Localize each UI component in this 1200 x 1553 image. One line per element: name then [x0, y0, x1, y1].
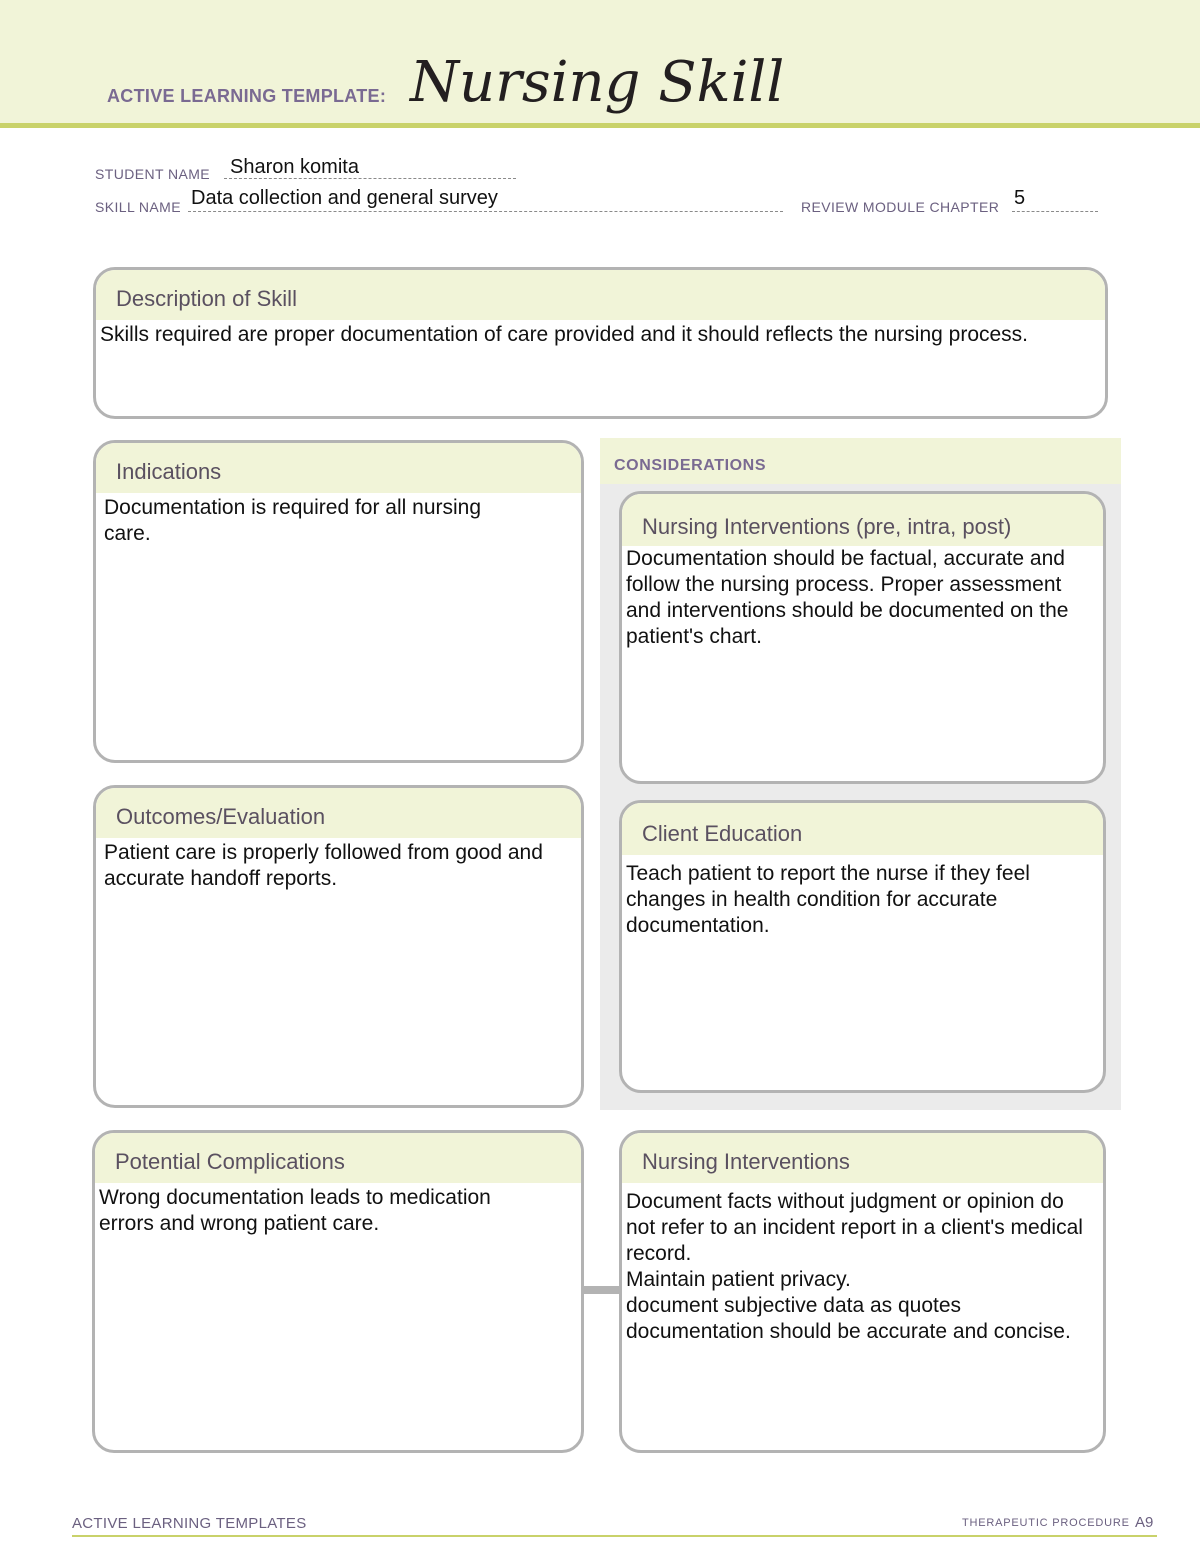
nursing-interventions-ppi-text[interactable]: Documentation should be factual, accurate and follow the nursing process. Proper assessment and interventions should be documented on the patient's chart. — [626, 547, 1069, 648]
outcomes-title: Outcomes/Evaluation — [96, 788, 581, 838]
description-title: Description of Skill — [96, 270, 1105, 320]
page-number: A9 — [1135, 1514, 1154, 1531]
potential-complications-text[interactable]: Wrong documentation leads to medication errors and wrong patient care. — [99, 1186, 491, 1235]
nursing-interventions-ppi-title: Nursing Interventions (pre, intra, post) — [622, 494, 1103, 546]
review-module-field[interactable]: 5 — [1014, 187, 1026, 209]
nursing-interventions-ppi-box — [619, 491, 1106, 784]
review-module-underline — [1012, 211, 1098, 212]
skill-name-field[interactable]: Data collection and general survey — [191, 187, 498, 209]
nursing-interventions-line: Document facts without judgment or opinion do not refer to an incident report in a client's medical record. — [626, 1190, 1083, 1265]
nursing-interventions-box — [619, 1130, 1106, 1453]
client-education-text[interactable]: Teach patient to report the nurse if they feel changes in health condition for accurate documentation. — [626, 862, 1030, 937]
skill-name-underline — [188, 211, 783, 212]
potential-complications-box — [92, 1130, 584, 1453]
considerations-label: CONSIDERATIONS — [614, 457, 767, 474]
nursing-interventions-line: Maintain patient privacy. — [626, 1268, 851, 1291]
footer-left: ACTIVE LEARNING TEMPLATES — [72, 1515, 307, 1532]
footer-rule — [72, 1535, 1157, 1537]
page-title: Nursing Skill — [410, 50, 785, 115]
potential-complications-title: Potential Complications — [95, 1133, 581, 1183]
description-text[interactable]: Skills required are proper documentation of care provided and it should reflects the nursing process. — [100, 323, 1029, 346]
description-box — [93, 267, 1108, 419]
student-name-label: STUDENT NAME — [95, 166, 210, 182]
student-name-field[interactable]: Sharon komita — [230, 156, 359, 178]
outcomes-text[interactable]: Patient care is properly followed from good and accurate handoff reports. — [104, 841, 543, 890]
skill-name-label: SKILL NAME — [95, 199, 181, 215]
indications-box — [93, 440, 584, 763]
client-education-box — [619, 800, 1106, 1093]
indications-text[interactable]: Documentation is required for all nursing care. — [104, 496, 482, 545]
template-label: ACTIVE LEARNING TEMPLATE: — [107, 86, 387, 106]
outcomes-box — [93, 785, 584, 1108]
considerations-header — [600, 438, 1121, 484]
indications-title: Indications — [96, 443, 581, 493]
review-module-label: REVIEW MODULE CHAPTER — [801, 199, 1000, 215]
nursing-interventions-line: document subjective data as quotes documentation should be accurate and concise. — [626, 1294, 1071, 1343]
nursing-interventions-text[interactable] — [622, 1183, 1103, 1345]
box-connector — [583, 1286, 621, 1294]
client-education-title: Client Education — [622, 803, 1103, 855]
footer-right: THERAPEUTIC PROCEDURE — [962, 1517, 1130, 1529]
nursing-interventions-title: Nursing Interventions — [622, 1133, 1103, 1183]
